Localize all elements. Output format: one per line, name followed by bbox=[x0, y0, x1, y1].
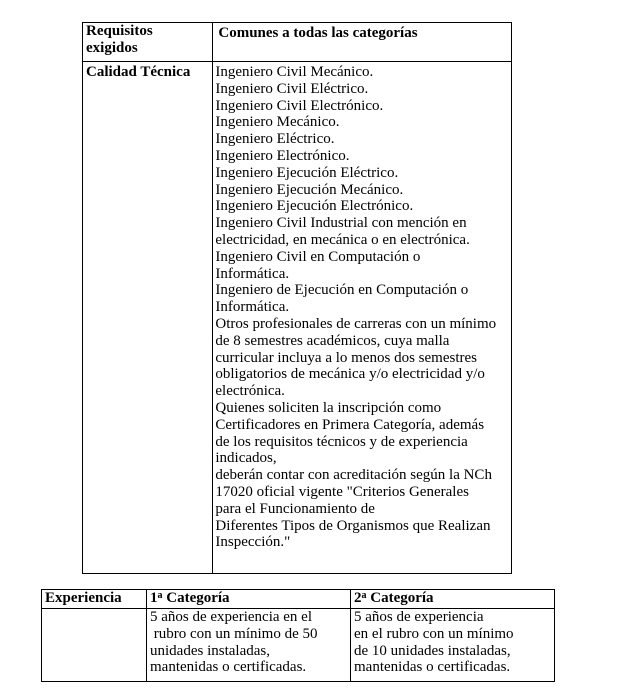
experience-body-row bbox=[42, 609, 555, 682]
requirements-table bbox=[82, 22, 512, 574]
requirements-header-row bbox=[83, 23, 512, 62]
category-number: 2 bbox=[354, 590, 362, 606]
header-primera-categoria bbox=[147, 590, 351, 609]
requirement-line: Informática. bbox=[215, 265, 290, 282]
requirement-line: electricidad, en mecánica o en electrónica. bbox=[215, 231, 470, 248]
requirement-line: Certificadores en Primera Categoría, además bbox=[215, 416, 485, 433]
calidad-tecnica-row bbox=[83, 62, 512, 574]
requirement-line: obligatorios de mecánica y/o electricidad y/o bbox=[215, 366, 485, 383]
requirement-line: Ingeniero Ejecución Mecánico. bbox=[215, 181, 404, 198]
requirement-line: Ingeniero Civil Industrial con mención en bbox=[215, 215, 467, 232]
requirement-line: electrónica. bbox=[215, 383, 285, 400]
requirement-line: Inspección." bbox=[215, 534, 291, 551]
header-line: Requisitos bbox=[86, 23, 153, 39]
header-requisitos-exigidos bbox=[83, 23, 213, 62]
experience-empty-cell bbox=[42, 609, 147, 682]
requirement-line: Diferentes Tipos de Organismos que Realizan bbox=[215, 517, 491, 534]
category-label: Categoría bbox=[162, 590, 230, 606]
requirement-line: Ingeniero Eléctrico. bbox=[215, 131, 335, 148]
header-experiencia: Experiencia bbox=[42, 590, 147, 609]
text-line: 5 años de experiencia bbox=[354, 609, 484, 625]
category-number: 1 bbox=[150, 590, 158, 606]
requirement-line: Ingeniero Civil en Computación o bbox=[215, 248, 421, 265]
calidad-tecnica-label: Calidad Técnica bbox=[83, 62, 213, 574]
requirement-line: de 8 semestres académicos, cuya malla bbox=[215, 332, 450, 349]
requirement-line: deberán contar con acreditación según la NCh bbox=[215, 467, 492, 484]
text-line: de 10 unidades instaladas, bbox=[354, 642, 511, 659]
text-line: 5 años de experiencia en el bbox=[150, 609, 313, 625]
requirement-line: Ingeniero Civil Electrónico. bbox=[215, 97, 384, 114]
text-line: mantenidas o certificadas. bbox=[150, 659, 307, 676]
requirement-line: Informática. bbox=[215, 299, 290, 316]
header-segunda-categoria bbox=[351, 590, 555, 609]
requirement-line: Ingeniero Mecánico. bbox=[215, 114, 340, 131]
segunda-categoria-requirement bbox=[351, 609, 555, 682]
requirement-line: curricular incluya a lo menos dos semestres bbox=[215, 349, 477, 366]
requirement-line: Quienes soliciten la inscripción como bbox=[215, 399, 442, 416]
category-label: Categoría bbox=[366, 590, 434, 606]
requirement-line: Ingeniero Civil Mecánico. bbox=[215, 64, 374, 80]
requirement-line: indicados, bbox=[215, 450, 277, 467]
requirement-line: Ingeniero Electrónico. bbox=[215, 147, 350, 164]
requirement-line: Ingeniero Civil Eléctrico. bbox=[215, 80, 369, 97]
header-line: exigidos bbox=[86, 39, 138, 56]
experience-table bbox=[41, 589, 555, 682]
ordinal-superscript: a bbox=[361, 590, 367, 601]
calidad-tecnica-content bbox=[213, 62, 512, 574]
text-line: unidades instaladas, bbox=[150, 642, 270, 659]
requirement-line: Ingeniero Ejecución Electrónico. bbox=[215, 198, 414, 215]
requirement-line: de los requisitos técnicos y de experiencia bbox=[215, 433, 468, 450]
requirement-line: Ingeniero de Ejecución en Computación o bbox=[215, 282, 469, 299]
requirement-line: Ingeniero Ejecución Eléctrico. bbox=[215, 164, 399, 181]
experience-header-row bbox=[42, 590, 555, 609]
ordinal-superscript: a bbox=[157, 590, 163, 601]
text-line: rubro con un mínimo de 50 bbox=[150, 625, 318, 642]
requirement-line: 17020 oficial vigente "Criterios Generales bbox=[215, 483, 469, 500]
requirement-line: Otros profesionales de carreras con un mínimo bbox=[215, 315, 497, 332]
header-comunes: Comunes a todas las categorías bbox=[213, 23, 512, 62]
text-line: mantenidas o certificadas. bbox=[354, 659, 511, 676]
primera-categoria-requirement bbox=[147, 609, 351, 682]
requirement-line: para el Funcionamiento de bbox=[215, 500, 375, 517]
text-line: en el rubro con un mínimo bbox=[354, 625, 514, 642]
